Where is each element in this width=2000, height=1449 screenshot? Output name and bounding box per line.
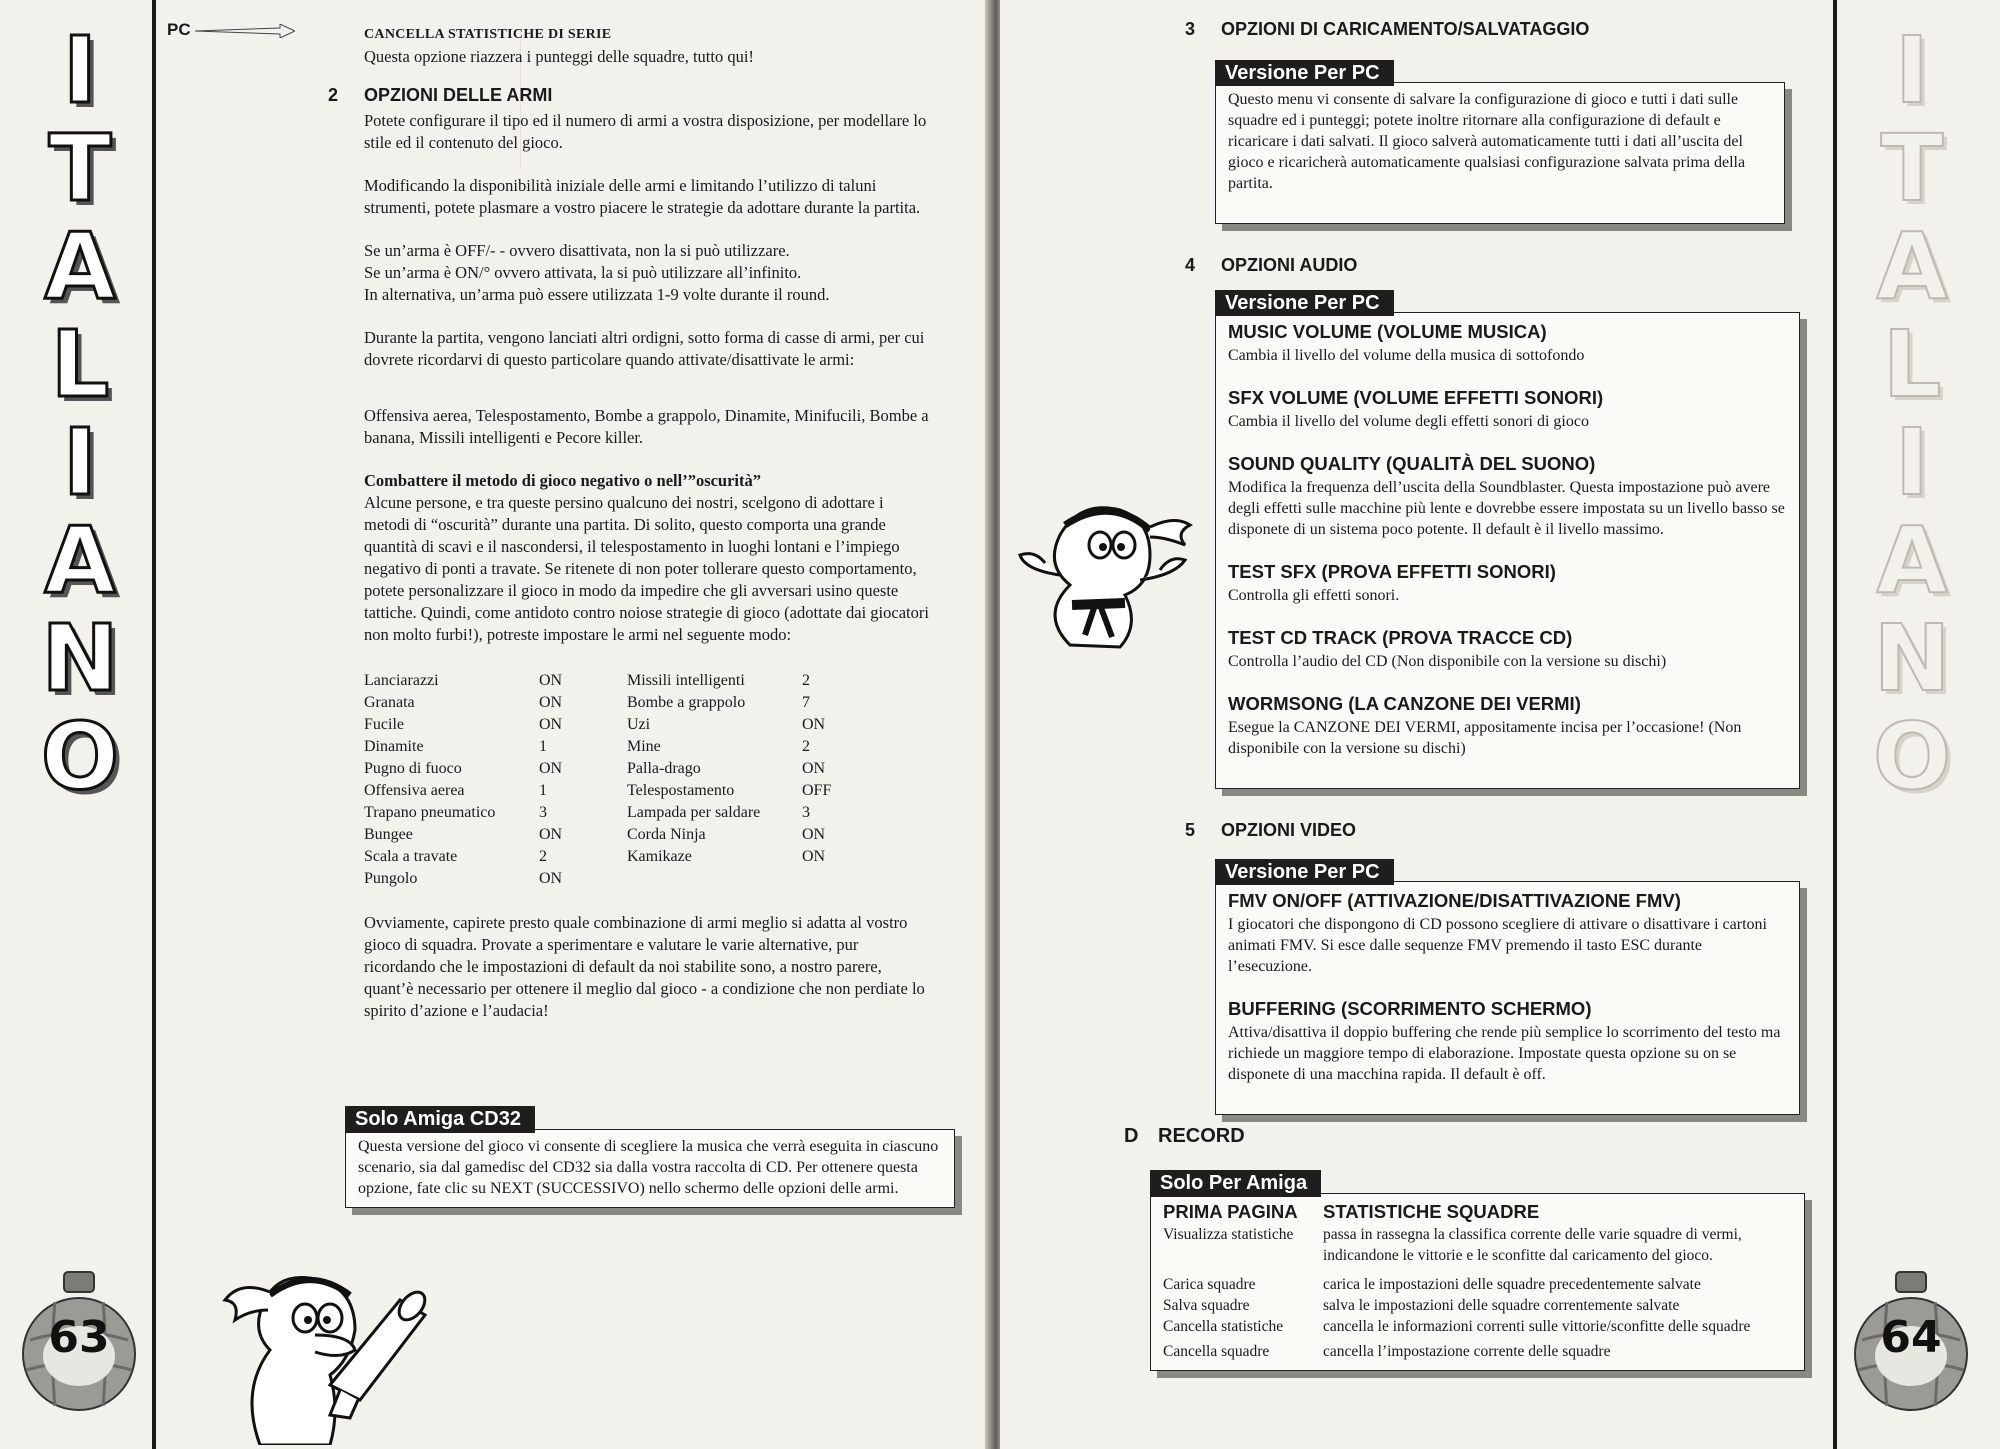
team-stats-table: [1163, 1200, 1794, 1362]
weapons-paragraph: Se un’arma è OFF/- - ovvero disattivata, non la si può utilizzare. Se un’arma è ON/° ovvero attivata, la si può utilizzare all’infinito. In alternativa, un’arma può essere utilizzata 1-9 volte durante il round.: [364, 241, 830, 304]
weapon-value: 2: [539, 848, 547, 865]
weapon-value: ON: [539, 870, 563, 887]
weapon-name: Corda Ninja: [627, 826, 706, 843]
right-margin-rule: [1833, 0, 1837, 1449]
weapon-name: Pungolo: [364, 870, 418, 887]
stats-row-label: Cancella statistiche: [1163, 1318, 1284, 1335]
side-title-letter: O: [40, 703, 120, 810]
audio-item-text: Esegue la CANZONE DEI VERMI, appositamente incisa per l’occasione! (Non disponibile con la versione su dischi): [1228, 719, 1742, 757]
audio-item-text: Cambia il livello del volume degli effetti sonori di gioco: [1228, 413, 1589, 430]
amiga-cd32-text: Questa versione del gioco vi consente di scegliere la musica che verrà eseguita in ciascuno scenario, sia dal gamedisc del CD32 sia dalla vostra raccolta di CD. Per ottenere questa opzione, fate clic su NEXT (SUCCESSIVO) nello schermo delle opzioni delle armi.: [358, 1138, 939, 1197]
weapons-section-heading: [328, 84, 929, 106]
darkness-text: Alcune persone, e tra queste persino qualcuno dei nostri, scelgono di adottare i metodi di “oscurità” durante una partita. Di solito, questo comporta una grande quantità di scavi e il nascondersi, il telespostamento in luoghi lontani e l’impiego negativo di ponti a travate. Se ritenete di non poter tollerare questo comportamento, potete personalizzare il gioco in modo da impedire che gli avversari usino queste tattiche. Quindi, come antidoto contro noiose strategie di gioco (adottate dai giocatori non molto furbi!), potreste impostare le armi nel seguente modo:: [364, 493, 929, 644]
side-title-right: [1862, 17, 1962, 810]
section-number: 4: [1185, 255, 1196, 275]
weapon-name: Offensiva aerea: [364, 782, 465, 799]
weapon-value: 2: [802, 672, 810, 689]
darkness-heading: Combattere il metodo di gioco negativo o nell’”oscurità”: [364, 471, 762, 490]
audio-item-text: Cambia il livello del volume della musica di sottofondo: [1228, 347, 1585, 364]
section-number: 2: [328, 85, 339, 105]
weapon-value: ON: [539, 760, 563, 777]
weapons-paragraph: Offensiva aerea, Telespostamento, Bombe a grappolo, Dinamite, Minifucili, Bombe a banana, Missili intelligenti e Pecore killer.: [364, 406, 929, 447]
stats-row-text: cancella le informazioni correnti sulle vittorie/sconfitte delle squadre: [1323, 1318, 1751, 1335]
section-number: 3: [1185, 19, 1196, 39]
video-item-text: Attiva/disattiva il doppio buffering che rende più semplice lo scorrimento del testo ma richiede un maggiore tempo di elaborazione. Impostate questa opzione su on se disponete di una macchina rapida. Il default è off.: [1228, 1024, 1781, 1083]
side-title-letter: I: [62, 17, 98, 124]
side-title-letter: I: [62, 409, 98, 516]
weapon-value: ON: [539, 716, 563, 733]
side-title-letter: A: [44, 507, 116, 614]
stats-row-label: Visualizza statistiche: [1163, 1226, 1294, 1243]
weapon-name: Palla-drago: [627, 760, 701, 777]
audio-item-title: TEST SFX (PROVA EFFETTI SONORI): [1228, 561, 1556, 582]
weapon-name: Uzi: [627, 716, 651, 733]
amiga-only-banner: Solo Per Amiga: [1150, 1170, 1321, 1197]
audio-heading: [1185, 254, 1805, 276]
weapon-name: Missili intelligenti: [627, 672, 745, 689]
video-item-text: I giocatori che dispongono di CD possono scegliere di attivare o disattivare i cartoni animati FMV. Si esce dalle sequenze FMV premendo il tasto ESC durante l’esecuzione.: [1228, 916, 1767, 975]
audio-item-text: Controlla gli effetti sonori.: [1228, 587, 1400, 604]
stats-row-text: carica le impostazioni delle squadre precedentemente salvate: [1323, 1276, 1701, 1293]
side-title-letter: O: [1872, 703, 1952, 810]
amiga-cd32-content: [345, 1129, 955, 1208]
section-title: OPZIONI VIDEO: [1221, 820, 1357, 840]
weapon-name: Trapano pneumatico: [364, 804, 496, 821]
weapon-value: 1: [539, 738, 547, 755]
weapon-name: Mine: [627, 738, 661, 755]
side-title-letter: I: [1894, 409, 1930, 516]
weapon-value: 3: [802, 804, 810, 821]
karate-worm-illustration: [1000, 475, 1200, 655]
amiga-cd32-box: [345, 1106, 955, 1208]
side-title-letter: A: [1876, 213, 1948, 320]
weapons-paragraph: Potete configurare il tipo ed il numero di armi a vostra disposizione, per modellare lo stile ed il contenuto del gioco.: [364, 111, 927, 152]
page-number-text: 64: [1880, 1312, 1942, 1363]
stats-row-label: Cancella squadre: [1163, 1343, 1270, 1360]
side-title-letter: A: [44, 213, 116, 320]
side-title-left: [30, 17, 130, 810]
weapon-name: Kamikaze: [627, 848, 692, 865]
section-number: 5: [1185, 820, 1196, 840]
record-heading: [1124, 1125, 1245, 1148]
audio-item-title: SOUND QUALITY (QUALITÀ DEL SUONO): [1228, 453, 1596, 474]
weapon-value: 2: [802, 738, 810, 755]
left-text-column: [328, 24, 929, 1043]
load-save-heading: [1185, 18, 1805, 40]
weapon-value: ON: [539, 694, 563, 711]
side-title-letter: N: [1873, 605, 1951, 712]
side-title-letter: N: [41, 605, 119, 712]
weapon-value: ON: [539, 826, 563, 843]
audio-item-title: MUSIC VOLUME (VOLUME MUSICA): [1228, 321, 1547, 342]
side-title-letter: I: [1894, 17, 1930, 124]
weapon-name: Fucile: [364, 716, 404, 733]
weapon-value: ON: [802, 716, 826, 733]
weapon-name: Pugno di fuoco: [364, 760, 462, 777]
stats-row-label: Carica squadre: [1163, 1276, 1256, 1293]
weapon-value: 1: [539, 782, 547, 799]
weapon-name: Telespostamento: [627, 782, 735, 799]
video-box: [1215, 859, 1800, 1115]
audio-item-text: Controlla l’audio del CD (Non disponibile con la versione su dischi): [1228, 653, 1667, 670]
page-number-left: [20, 1270, 138, 1412]
cancel-stats-heading: CANCELLA STATISTICHE DI SERIE: [364, 27, 612, 42]
pc-version-banner: Versione Per PC: [1215, 60, 1394, 86]
arrow-right-icon: [195, 24, 295, 38]
stats-row-text: salva le impostazioni delle squadre correntemente salvate: [1323, 1297, 1680, 1314]
weapon-name: Scala a travate: [364, 848, 458, 865]
weapon-value: 7: [802, 694, 810, 711]
weapon-name: Bungee: [364, 826, 413, 843]
right-page: [1000, 0, 2000, 1449]
video-item-title: FMV ON/OFF (ATTIVAZIONE/DISATTIVAZIONE FMV): [1228, 890, 1681, 911]
cancel-stats-text: Questa opzione riazzera i punteggi delle squadre, tutto qui!: [364, 47, 754, 66]
side-title-letter: L: [50, 311, 110, 418]
weapons-paragraph: Modificando la disponibilità iniziale delle armi e limitando l’utilizzo di taluni strumenti, potete plasmare a vostro piacere le strategie da adottare durante la partita.: [364, 176, 921, 217]
audio-item-title: WORMSONG (LA CANZONE DEI VERMI): [1228, 693, 1581, 714]
pc-version-banner: Versione Per PC: [1215, 290, 1394, 316]
pc-version-banner: Versione Per PC: [1215, 859, 1394, 885]
weapon-value: ON: [802, 826, 826, 843]
record-content: [1150, 1193, 1805, 1371]
weapons-table: [364, 670, 929, 890]
load-save-content: [1215, 82, 1785, 224]
section-title: OPZIONI DI CARICAMENTO/SALVATAGGIO: [1221, 19, 1590, 39]
stats-row-text: passa in rassegna la classifica corrente delle varie squadre di vermi, indicandone le vittorie e le sconfitte dal caricamento del gioco.: [1323, 1226, 1742, 1264]
audio-item-title: TEST CD TRACK (PROVA TRACCE CD): [1228, 627, 1573, 648]
weapon-name: Granata: [364, 694, 415, 711]
side-title-letter: T: [1880, 115, 1944, 222]
video-item-title: BUFFERING (SCORRIMENTO SCHERMO): [1228, 998, 1592, 1019]
audio-box: [1215, 290, 1800, 789]
weapon-name: Lampada per saldare: [627, 804, 761, 821]
worm-with-bazooka-illustration: [180, 1240, 440, 1445]
weapon-value: ON: [539, 672, 563, 689]
stats-row-label: Salva squadre: [1163, 1297, 1250, 1314]
weapon-value: ON: [802, 848, 826, 865]
left-margin-rule: [152, 0, 156, 1449]
video-heading: [1185, 819, 1805, 841]
section-title: OPZIONI DELLE ARMI: [364, 85, 553, 105]
weapons-closing: Ovviamente, capirete presto quale combinazione di armi meglio si adatta al vostro gioco di squadra. Provate a sperimentare e valutare le varie alternative, pur ricordando che le impostazioni di default da noi stabilite sono, a nostro parere, quant’è necessario per ottenere il meglio dal gioco - a condizione che non perdiate lo spirito d’azione e l’audacia!: [364, 913, 925, 1020]
pc-marker-label: PC: [167, 20, 191, 39]
weapon-value: ON: [802, 760, 826, 777]
audio-item-text: Modifica la frequenza dell’uscita della Soundblaster. Questa impostazione può avere degli effetti sulle macchine più lente e dovrebbe essere impostata su un livello basso se disponete di un sistema poco potente. Il default è il livello massimo.: [1228, 479, 1785, 538]
amiga-cd32-banner: Solo Amiga CD32: [345, 1106, 535, 1133]
section-title: OPZIONI AUDIO: [1221, 255, 1358, 275]
weapons-paragraph: Durante la partita, vengono lanciati altri ordigni, sotto forma di casse di armi, per cui dovrete ricordarvi di questo particolare quando attivate/disattivate le armi:: [364, 328, 925, 369]
left-page: [0, 0, 990, 1449]
weapon-name: Lanciarazzi: [364, 672, 439, 689]
side-title-letter: A: [1876, 507, 1948, 614]
page-number-text: 63: [48, 1312, 110, 1363]
side-title-letter: L: [1882, 311, 1942, 418]
stats-col-head: STATISTICHE SQUADRE: [1323, 1201, 1540, 1222]
weapon-value: 3: [539, 804, 547, 821]
section-title: RECORD: [1158, 1125, 1245, 1147]
weapon-value: OFF: [802, 782, 832, 799]
pc-marker: [167, 20, 295, 40]
weapon-name: Dinamite: [364, 738, 424, 755]
load-save-box: [1215, 60, 1785, 224]
load-save-text: Questo menu vi consente di salvare la configurazione di gioco e tutti i dati sulle squadre ed i punteggi; potete inoltre ritornare alla configurazione di default e ricaricare i dati salvati. Il gioco salverà automaticamente tutti i dati all’uscita del gioco e ricaricherà automaticamente qualsiasi configurazione salvata prima della partita.: [1228, 91, 1746, 192]
stats-col-head: PRIMA PAGINA: [1163, 1201, 1298, 1222]
video-content: [1215, 881, 1800, 1115]
record-box: [1150, 1170, 1805, 1371]
audio-content: [1215, 312, 1800, 789]
stats-row-text: cancella l’impostazione corrente delle squadre: [1323, 1343, 1611, 1360]
audio-item-title: SFX VOLUME (VOLUME EFFETTI SONORI): [1228, 387, 1604, 408]
page-number-right: [1852, 1270, 1970, 1412]
right-text-column: [1185, 18, 1805, 1115]
section-letter: D: [1124, 1125, 1139, 1147]
side-title-letter: T: [48, 115, 112, 222]
weapon-name: Bombe a grappolo: [627, 694, 746, 711]
